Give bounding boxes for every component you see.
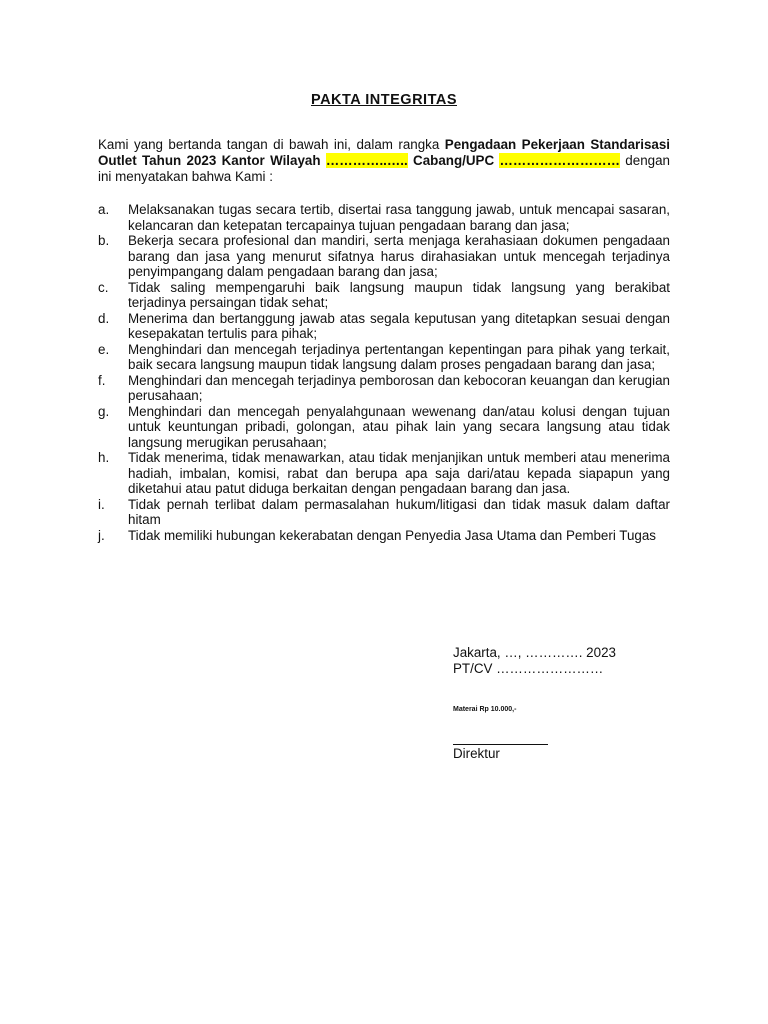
list-item [98,528,670,544]
materai-stamp-label: Materai Rp 10.000,- [453,706,517,713]
list-item-text: Menghindari dan mencegah terjadinya pemborosan dan kebocoran keuangan dan kerugian perusahaan; [128,372,670,403]
list-marker: g. [98,403,110,419]
commitment-list [98,202,670,543]
list-marker: b. [98,233,110,248]
list-marker: c. [98,279,109,295]
list-item [98,311,670,342]
list-item-text: Melaksanakan tugas secara tertib, disertai rasa tanggung jawab, untuk mencapai sasaran, kelancaran dan ketepatan tercapainya tujuan pengadaan barang dan jasa; [128,202,670,233]
list-item [98,280,670,311]
signature-line [453,744,548,745]
document-title-text: PAKTA INTEGRITAS [310,92,457,108]
list-marker: h. [98,450,110,465]
signature-company: PT/CV …………………… [453,661,604,676]
list-marker: f. [98,372,106,388]
signature-role: Direktur [453,746,500,761]
list-item-text: Menghindari dan mencegah terjadinya pertentangan kepentingan para pihak yang terkait, baik secara langsung maupun tidak langsung dalam proses pengadaan barang dan jasa; [128,341,670,372]
intro-project-name: Pengadaan Pekerjaan Standarisasi Outlet Tahun 2023 Kantor Wilayah [98,137,671,168]
intro-region-blank: …………..….. [325,152,408,168]
list-item [98,233,670,280]
list-item-text: Menghindari dan mencegah penyalahgunaan wewenang dan/atau kolusi dengan tujuan untuk keuntungan pribadi, golongan, atau pihak lain yang secara langsung atau tidak langsung merugikan perusahaan; [128,403,670,450]
list-item-text: Tidak saling mempengaruhi baik langsung maupun tidak langsung yang berakibat terjadinya persaingan tidak sehat; [128,279,670,310]
list-marker: j. [98,527,105,543]
intro-text-1: Kami yang bertanda tangan di bawah ini, dalam rangka [98,137,445,152]
list-item [98,373,670,404]
list-item-text: Tidak pernah terlibat dalam permasalahan hukum/litigasi dan tidak masuk dalam daftar hitam [128,496,670,527]
intro-branch-blank: ……………………… [499,152,620,168]
list-item [98,450,670,497]
list-marker: a. [98,202,110,217]
signature-place-date: Jakarta, …, …………. 2023 [453,645,616,660]
document-title [0,92,768,108]
list-item [98,404,670,451]
list-item [98,497,670,528]
list-marker: i. [98,496,105,512]
intro-paragraph [98,137,670,184]
list-item [98,342,670,373]
list-item-text: Bekerja secara profesional dan mandiri, serta menjaga kerahasiaan dokumen pengadaan barang dan jasa yang menurut sifatnya harus dirahasiakan untuk mencegah terjadinya penyimpangang dalam pengadaan barang dan jasa; [128,233,670,279]
intro-text-2: dengan ini menyatakan bahwa Kami : [98,152,670,184]
list-item-text: Tidak menerima, tidak menawarkan, atau tidak menjanjikan untuk memberi atau menerima hadiah, imbalan, komisi, rabat dan berupa apa saja dari/atau kepada siapapun yang diketahui atau patut diduga berkaitan dengan pengadaan barang dan jasa. [128,450,670,496]
list-marker: d. [98,310,110,326]
list-item-text: Tidak memiliki hubungan kekerabatan dengan Penyedia Jasa Utama dan Pemberi Tugas [128,527,657,543]
list-item-text: Menerima dan bertanggung jawab atas segala keputusan yang ditetapkan sesuai dengan kesepakatan tertulis para pihak; [128,310,670,341]
list-marker: e. [98,341,110,357]
list-item [98,202,670,233]
intro-branch-label: Cabang/UPC [407,152,495,168]
